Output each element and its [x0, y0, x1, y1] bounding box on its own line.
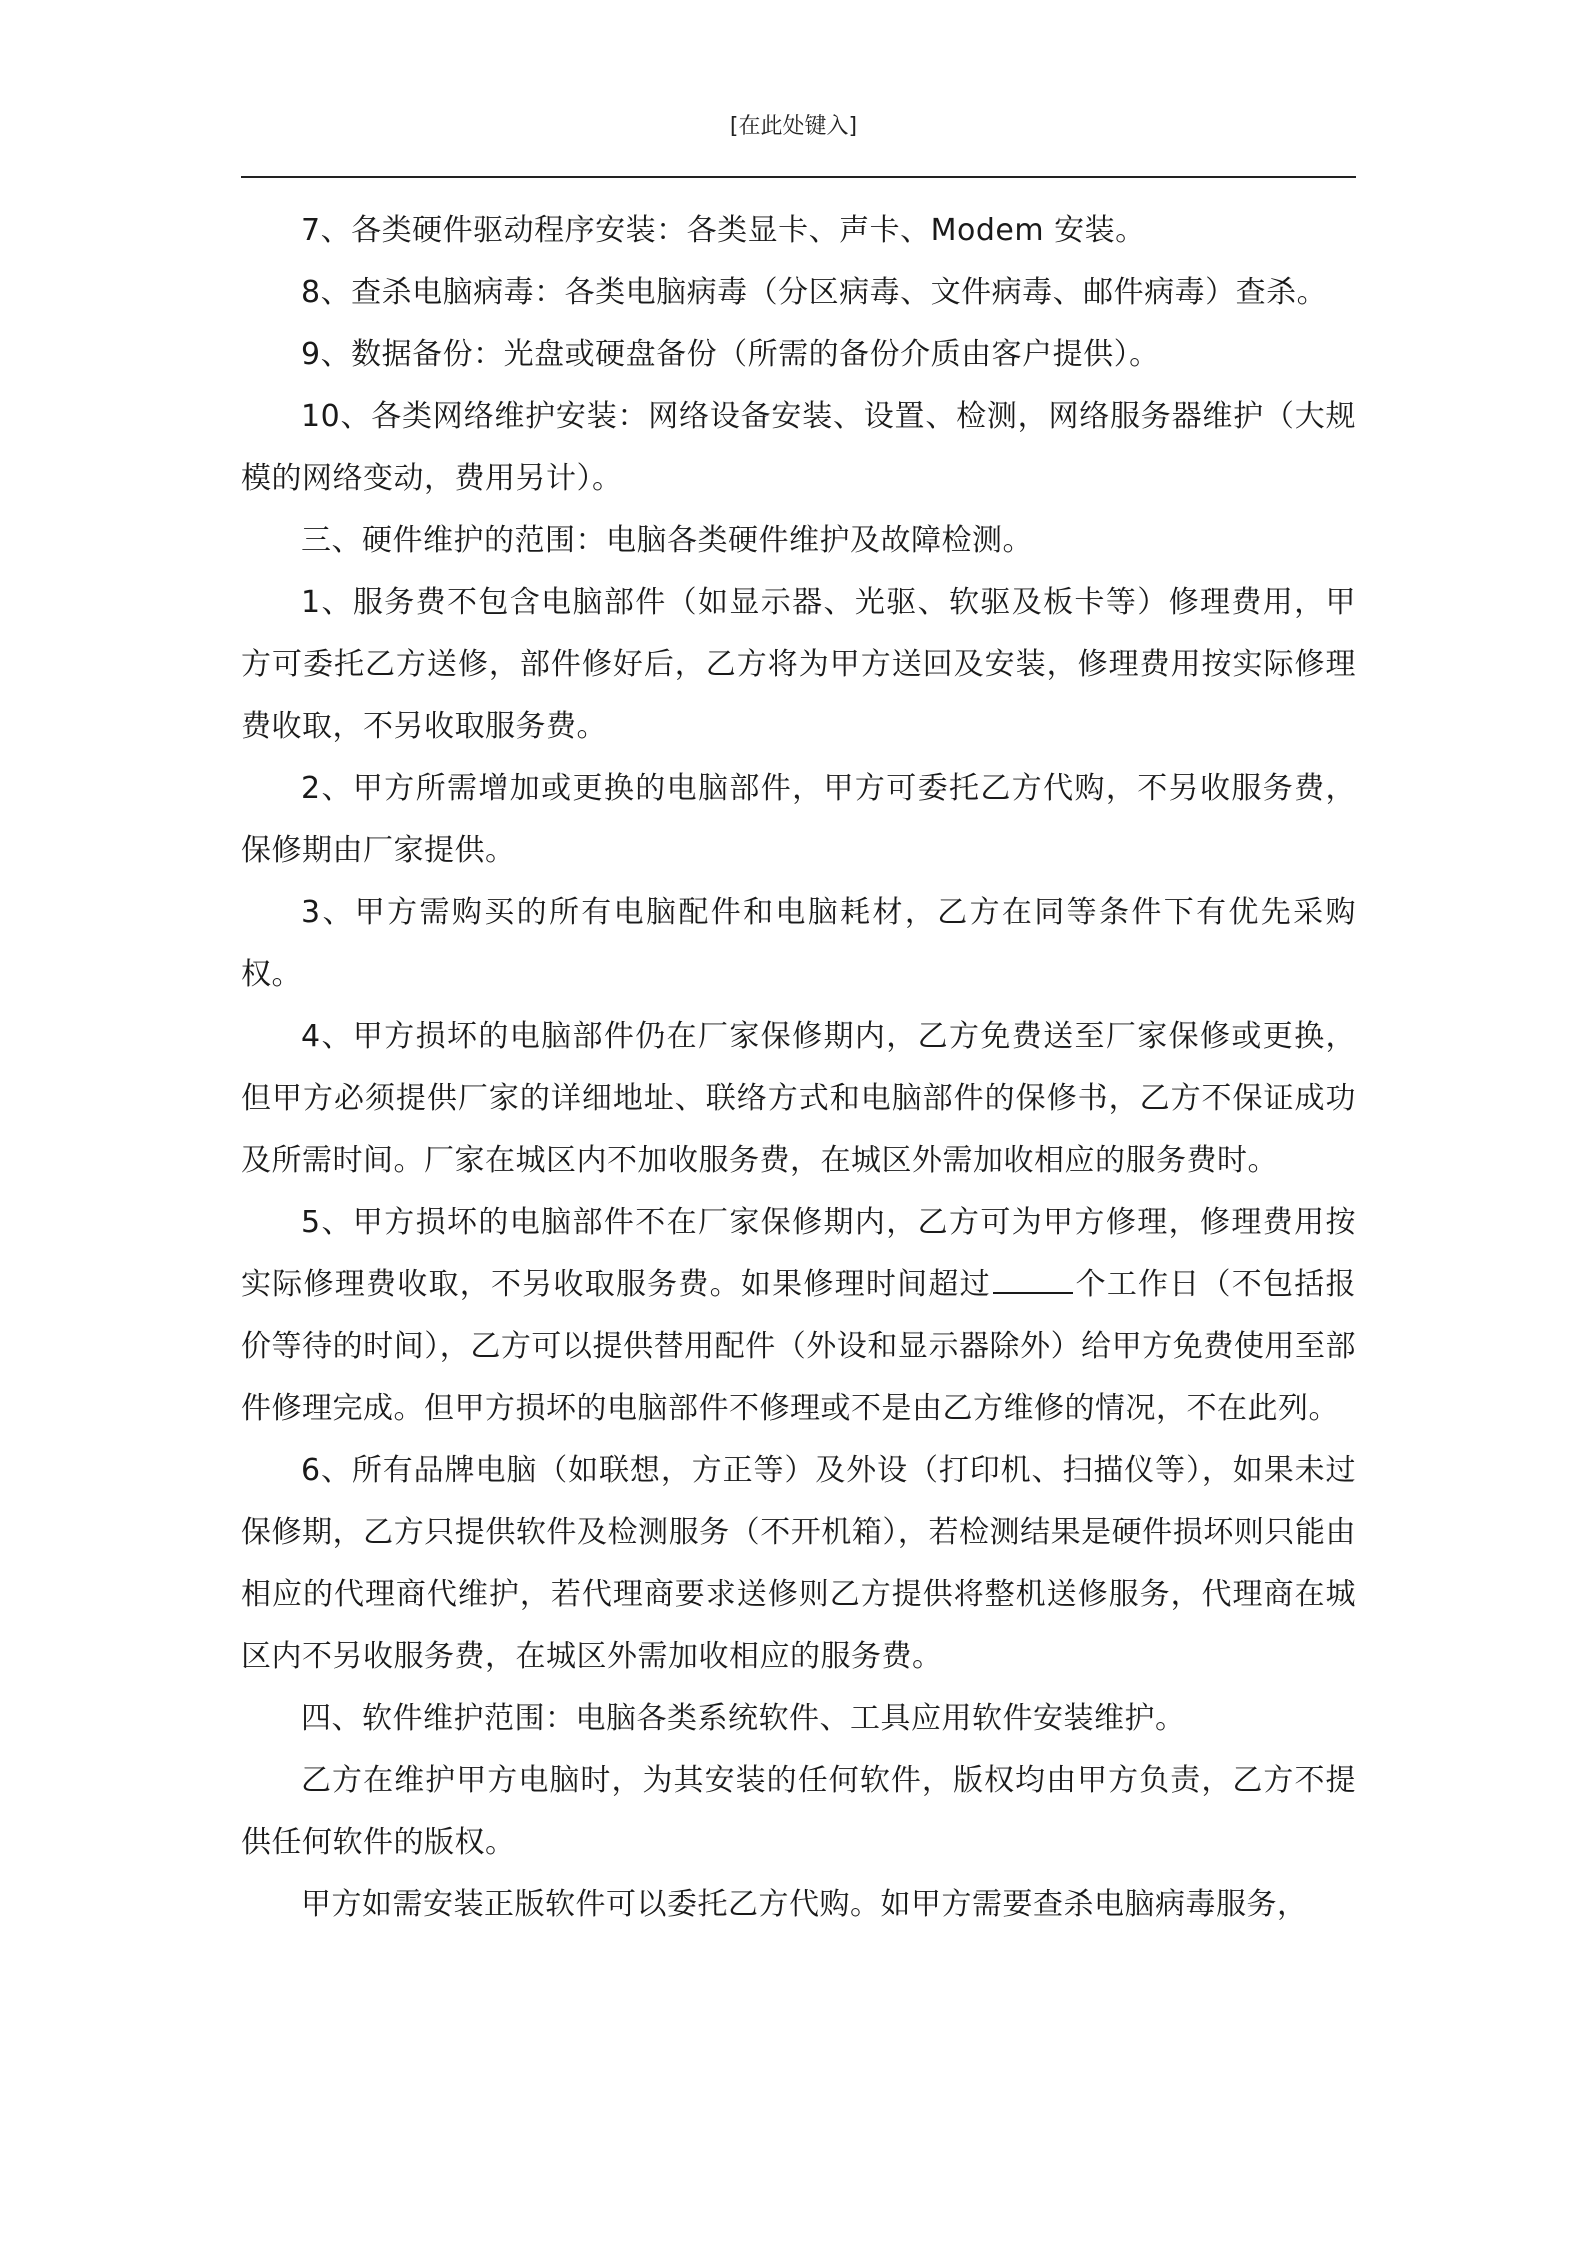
paragraph-hardware-4: 4、甲方损坏的电脑部件仍在厂家保修期内，乙方免费送至厂家保修或更换，但甲方必须提供厂家的详细地址、联络方式和电脑部件的保修书，乙方不保证成功及所需时间。厂家在城区内不加收服务费，在城区外需加收相应的服务费时。 [241, 1019, 1356, 1178]
section-heading-hardware: 三、硬件维护的范围：电脑各类硬件维护及故障检测。 [301, 523, 1033, 558]
paragraph-hardware-5-after: 个工作日（不包括报价等待的时间），乙方可以提供替用配件（外设和显示器除外）给甲方免费使用至部件修理完成。但甲方损坏的电脑部件不修理或不是由乙方维修的情况，不在此列。 [241, 1267, 1357, 1426]
paragraph-software-copyright: 乙方在维护甲方电脑时，为其安装的任何软件，版权均由甲方负责，乙方不提供任何软件的版权。 [241, 1763, 1356, 1860]
paragraph-item-10: 10、各类网络维护安装：网络设备安装、设置、检测，网络服务器维护（大规模的网络变动，费用另计）。 [241, 399, 1356, 496]
section-heading-software: 四、软件维护范围：电脑各类系统软件、工具应用软件安装维护。 [301, 1701, 1186, 1736]
paragraph-software-purchase: 甲方如需安装正版软件可以委托乙方代购。如甲方需要查杀电脑病毒服务， [301, 1887, 1308, 1922]
paragraph-item-8: 8、查杀电脑病毒：各类电脑病毒（分区病毒、文件病毒、邮件病毒）查杀。 [301, 275, 1328, 310]
document-body [241, 200, 1356, 1936]
paragraph-hardware-6: 6、所有品牌电脑（如联想，方正等）及外设（打印机、扫描仪等），如果未过保修期，乙方只提供软件及检测服务（不开机箱），若检测结果是硬件损坏则只能由相应的代理商代维护，若代理商要求送修则乙方提供将整机送修服务，代理商在城区内不另收服务费，在城区外需加收相应的服务费。 [241, 1453, 1356, 1674]
paragraph-hardware-5-before: 5、甲方损坏的电脑部件不在厂家保修期内，乙方可为甲方修理，修理费用按实际修理费收取，不另收取服务费。如果修理时间超过 [241, 1205, 1356, 1302]
paragraph-hardware-2: 2、甲方所需增加或更换的电脑部件，甲方可委托乙方代购，不另收服务费，保修期由厂家提供。 [241, 771, 1356, 868]
paragraph-hardware-1: 1、服务费不包含电脑部件（如显示器、光驱、软驱及板卡等）修理费用，甲方可委托乙方送修，部件修好后，乙方将为甲方送回及安装，修理费用按实际修理费收取，不另收取服务费。 [241, 585, 1356, 744]
paragraph-hardware-3: 3、甲方需购买的所有电脑配件和电脑耗材，乙方在同等条件下有优先采购权。 [241, 895, 1356, 992]
page-header: [在此处键入] [729, 114, 858, 139]
header-rule [241, 176, 1356, 178]
paragraph-hardware-5 [241, 1192, 1356, 1440]
fill-in-blank [993, 1266, 1073, 1294]
paragraph-item-7: 7、各类硬件驱动程序安装：各类显卡、声卡、Modem 安装。 [301, 213, 1146, 248]
paragraph-item-9: 9、数据备份：光盘或硬盘备份（所需的备份介质由客户提供）。 [301, 337, 1160, 372]
